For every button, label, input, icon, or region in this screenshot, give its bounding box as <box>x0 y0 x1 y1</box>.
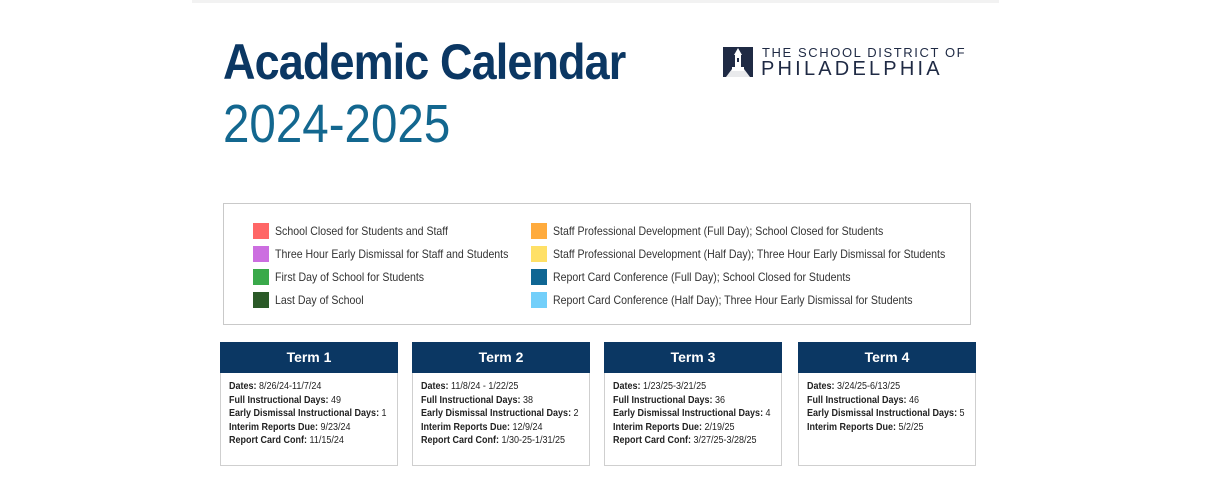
logo-line-1: THE SCHOOL DISTRICT OF <box>762 45 967 60</box>
legend <box>223 203 971 325</box>
term-row-full-days: Full Instructional Days: 38 <box>421 394 534 406</box>
legend-label: School Closed for Students and Staff <box>275 224 448 238</box>
term-title: Term 2 <box>412 342 590 373</box>
term-3-card <box>604 342 782 466</box>
term-row-conf: Report Card Conf: 11/15/24 <box>229 435 344 446</box>
term-row-full-days: Full Instructional Days: 46 <box>807 394 920 406</box>
legend-label: First Day of School for Students <box>275 270 425 284</box>
legend-swatch <box>531 246 547 262</box>
legend-label: Staff Professional Development (Full Day); School Closed for Students <box>553 224 884 238</box>
term-row-conf: Report Card Conf: 1/30-25-1/31/25 <box>421 435 566 446</box>
term-1-card <box>220 342 398 466</box>
term-details <box>221 373 397 448</box>
term-2-card <box>412 342 590 466</box>
term-row-dates: Dates: 3/24/25-6/13/25 <box>807 381 901 392</box>
term-title: Term 3 <box>604 342 782 373</box>
term-row-dates: Dates: 8/26/24-11/7/24 <box>229 381 322 392</box>
term-row-interim: Interim Reports Due: 9/23/24 <box>229 421 351 433</box>
term-row-early-days: Early Dismissal Instructional Days: 2 <box>421 408 579 419</box>
page-title: Academic Calendar <box>223 34 626 90</box>
term-row-dates: Dates: 11/8/24 - 1/22/25 <box>421 381 519 392</box>
term-details <box>605 373 781 448</box>
term-row-dates: Dates: 1/23/25-3/21/25 <box>613 381 707 392</box>
legend-swatch <box>253 223 269 239</box>
term-title: Term 1 <box>220 342 398 373</box>
legend-swatch <box>531 269 547 285</box>
legend-label: Report Card Conference (Full Day); School Closed for Students <box>553 270 851 284</box>
top-divider <box>192 0 999 3</box>
legend-label: Three Hour Early Dismissal for Staff and Students <box>275 247 509 261</box>
term-row-full-days: Full Instructional Days: 36 <box>613 394 726 406</box>
term-row-interim: Interim Reports Due: 5/2/25 <box>807 421 924 433</box>
legend-swatch <box>253 269 269 285</box>
term-details <box>799 373 975 434</box>
legend-swatch <box>531 223 547 239</box>
term-4-card <box>798 342 976 466</box>
legend-label: Staff Professional Development (Half Day); Three Hour Early Dismissal for Students <box>553 247 946 261</box>
legend-swatch <box>531 292 547 308</box>
term-row-interim: Interim Reports Due: 2/19/25 <box>613 421 735 433</box>
term-row-conf: Report Card Conf: 3/27/25-3/28/25 <box>613 435 757 446</box>
legend-label: Last Day of School <box>275 293 364 307</box>
logo-line-2: PHILADELPHIA <box>761 58 943 80</box>
term-details <box>413 373 589 448</box>
legend-label: Report Card Conference (Half Day); Three Hour Early Dismissal for Students <box>553 293 913 307</box>
term-title: Term 4 <box>798 342 976 373</box>
school-year: 2024-2025 <box>223 94 451 154</box>
term-row-early-days: Early Dismissal Instructional Days: 5 <box>807 408 965 419</box>
term-row-full-days: Full Instructional Days: 49 <box>229 394 342 406</box>
term-row-early-days: Early Dismissal Instructional Days: 4 <box>613 408 771 419</box>
legend-swatch <box>253 292 269 308</box>
term-row-interim: Interim Reports Due: 12/9/24 <box>421 421 543 433</box>
term-row-early-days: Early Dismissal Instructional Days: 1 <box>229 408 387 419</box>
legend-swatch <box>253 246 269 262</box>
school-bell-tower-icon <box>723 45 753 77</box>
